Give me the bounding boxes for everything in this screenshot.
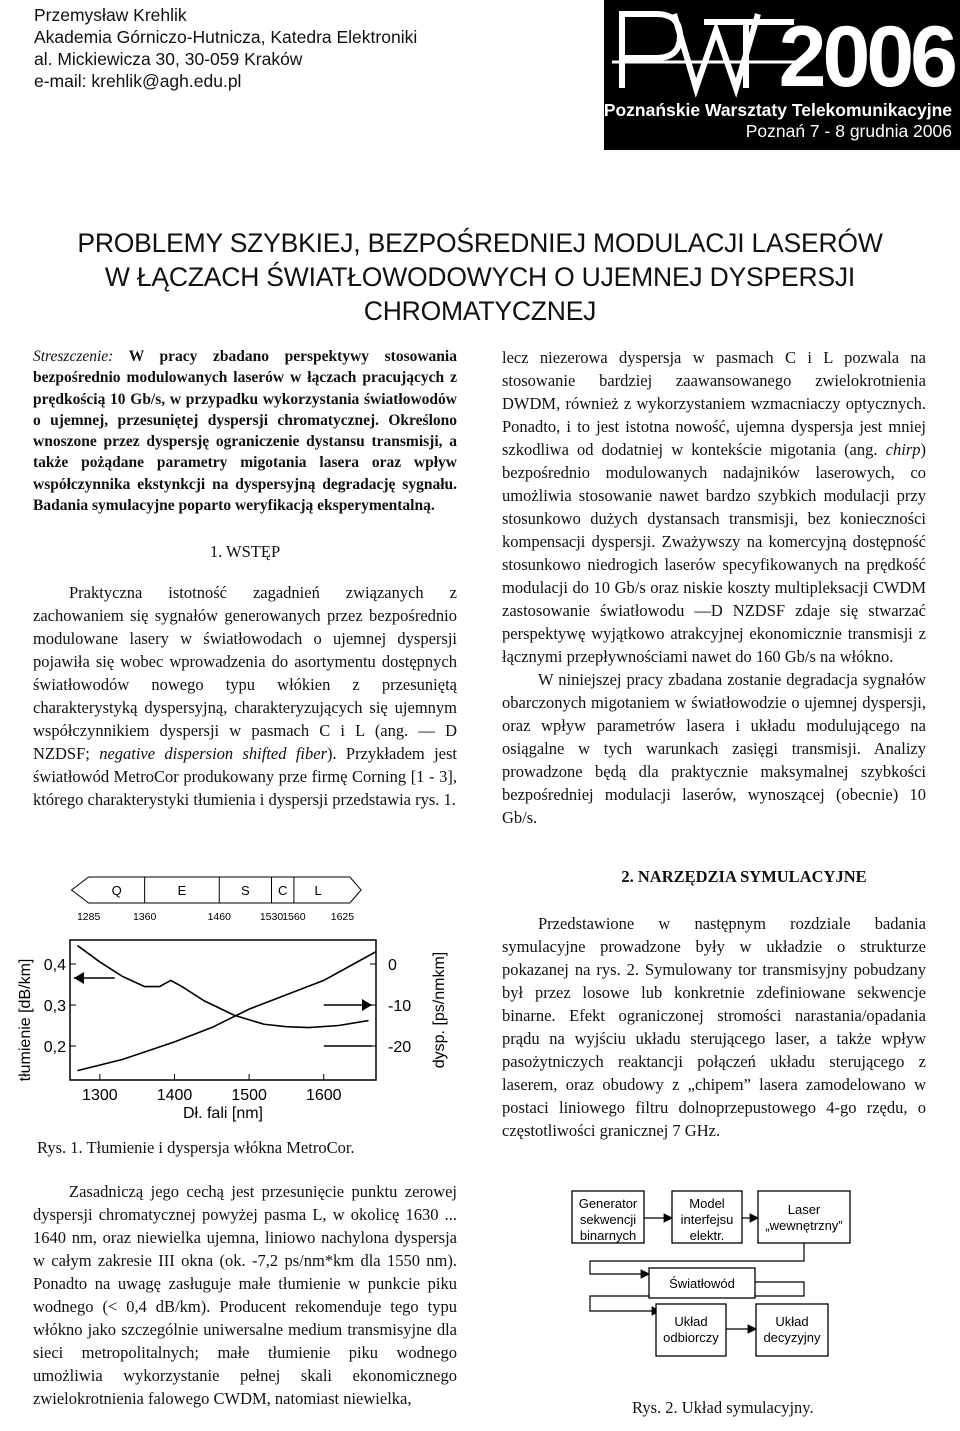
title-line-2: W ŁĄCZACH ŚWIATŁOWODOWYCH O UJEMNEJ DYSPERSJI xyxy=(104,262,856,292)
abstract xyxy=(33,346,457,516)
section-2-heading: 2. NARZĘDZIA SYMULACYJNE xyxy=(621,867,867,886)
chart-arrowhead-right xyxy=(362,999,372,1011)
box2-line2: interfejsu xyxy=(680,1212,734,1227)
box2-line3: elektr. xyxy=(689,1228,725,1243)
chart-left-tick-label: 0,2 xyxy=(43,1039,66,1056)
box3-line2: „wewnętrzny” xyxy=(765,1218,843,1233)
chart-band-label: C xyxy=(278,883,288,898)
chart-band-label: E xyxy=(177,883,187,898)
right-paragraph-2: W niniejszej pracy zbadana zostanie degradacja sygnałów obarczonych migotaniem w światłowodzie o ujemnej dyspersji, oraz wpływ parametrów lasera i układu modulującego na osiągalne w tych warunkach zasięgi transmisji. Analizy prowadzone będą dla praktycznie maksymalnej szybkości bezpośredniej modulacji laserów, wynoszącej (obecnie) 10 Gb/s. xyxy=(502,670,926,827)
chart-band-edge-label: 1530 xyxy=(259,911,284,923)
box6-line2: decyzyjny xyxy=(763,1330,821,1345)
chart-band-label: S xyxy=(241,883,250,898)
box1-line3: binarnych xyxy=(579,1228,637,1243)
right-column xyxy=(502,346,926,1142)
chart-band-label: L xyxy=(314,883,322,898)
diagram-svg xyxy=(560,1186,860,1386)
p1-text-b: ). Przykładem jest światłowód MetroCor produkowany prze firmę Corning [1 - 3], którego charakterystyki tłumienia i dyspersji przedstawia rys. 1. xyxy=(33,744,457,810)
section-1-heading: 1. WSTĘP xyxy=(209,542,281,562)
p1-text-a: Praktyczna istotność zagadnień związanych z zachowaniem się sygnałów generowanych przez bezpośrednio modulowane lasery w światłowodach o ujemnej dyspersji pojawiła się wobec wprowadzenia do asortymentu dostępnych światłowodów nowego typu włókien z przesuniętą charakterystyką dyspersyjną, charakteryzujących się ujemnym współczynnikiem dyspersji w pasmach C i L (ang. — D NZDSF; xyxy=(33,583,457,764)
chart-right-axis-label: dysp. [ps/nmkm] xyxy=(431,951,448,1069)
chart-x-tick-label: 1400 xyxy=(156,1087,193,1104)
chart-arrowhead-left xyxy=(74,972,84,984)
author-block xyxy=(34,4,454,92)
box4-line1: Światłowód xyxy=(669,1276,735,1291)
figure-2-caption: Rys. 2. Układ symulacyjny. xyxy=(632,1398,814,1417)
box6-line1: Układ xyxy=(775,1314,809,1329)
rp1-text-b: ) bezpośrednio modulowanych nadajników laserowych, co umożliwia stosowanie nawet bardzo szybkich modulacji przy stosunkowo dużych dystansach transmisji, bez konieczności kompensacji dyspersji. Zważywszy na komercyjną dostępność stosunkowo niedrogich laserów specyfikowanych na prędkość modulacji do 10 Gb/s oraz niskie koszty multipleksacji CWDM zastosowanie światłowodu —D NZDSF zdaje się stwarzać perspektywę wyjątkowo atrakcyjnej ekonomicznie transmisji z łącznymi przepływnościami nawet do 160 Gb/s na włókno. xyxy=(502,440,926,666)
chart-x-tick-label: 1600 xyxy=(305,1087,342,1104)
left-column xyxy=(33,346,457,811)
conference-logo xyxy=(604,0,960,150)
logo-date: Poznań 7 - 8 grudnia 2006 xyxy=(745,121,952,141)
author-address: al. Mickiewicza 30, 30-059 Kraków xyxy=(34,49,303,69)
chart-metrocor xyxy=(0,868,462,1158)
chart-band-edge-label: 1560 xyxy=(282,911,306,923)
paper-title xyxy=(0,226,960,328)
chart-band-edge-label: 1285 xyxy=(76,911,101,923)
logo-year: 2006 xyxy=(778,9,954,105)
right-paragraph-1 xyxy=(502,346,926,668)
chart-x-tick-label: 1500 xyxy=(231,1087,267,1104)
simulation-diagram xyxy=(560,1186,860,1386)
rp1-text-a: lecz niezerowa dyspersja w pasmach C i L pozwala na stosowanie bardziej zaawansowanego zwielokrotnienia DWDM, również z wykorzystaniem wzmacniaczy optycznych. Ponadto, i to jest istotna nowość, ujemna dyspersja jest mniej szkodliwa od dodatniej w kontekście migotania (ang. xyxy=(502,348,926,459)
author-email: e-mail: krehlik@agh.edu.pl xyxy=(34,71,242,91)
section-1-paragraph-1 xyxy=(33,581,457,811)
box1-line1: Generator xyxy=(578,1196,638,1211)
chart-x-axis-label: Dł. fali [nm] xyxy=(182,1105,264,1122)
figure-1-caption: Rys. 1. Tłumienie i dyspersja włókna MetroCor. xyxy=(37,1138,355,1157)
author-affiliation: Akademia Górniczo-Hutnicza, Katedra Elektroniki xyxy=(34,27,418,47)
abstract-label: Streszczenie: xyxy=(33,348,114,365)
chart-svg xyxy=(0,868,462,1158)
logo-subtitle: Poznańskie Warsztaty Telekomunikacyjne xyxy=(603,100,952,120)
chart-right-tick-label: 0 xyxy=(388,957,397,974)
section-1-paragraph-2: Zasadniczą jego cechą jest przesunięcie punktu zerowej dyspersji chromatycznej powyżej pasma L, w okolicę 1630 ... 1640 nm, oraz niewielka ujemna, liniowo nachylona dyspersja w całym zakresie III okna (ok. -7,2 ps/nm*km dla 1550 nm). Ponadto na uwagę zasługuje małe tłumienie w punkcie piku wodnego (< 0,4 dB/km). Producent rekomenduje tego typu włókno jako szczególnie uniwersalne medium transmisyjne dla sieci metropolitalnych; małe tłumienie piku wodnego umożliwia wykorzystanie pełnej skali ekonomicznego zwielokrotnienia falowego CWDM, natomiast niewielka, xyxy=(33,1182,457,1408)
chart-band-edge-label: 1625 xyxy=(330,911,355,923)
box5-line2: odbiorczy xyxy=(663,1330,719,1345)
title-line-1: PROBLEMY SZYBKIEJ, BEZPOŚREDNIEJ MODULACJI LASERÓW xyxy=(77,228,883,258)
box5-line1: Układ xyxy=(674,1314,708,1329)
chart-right-tick-label: -20 xyxy=(388,1039,412,1056)
chart-left-axis-label: tłumienie [dB/km] xyxy=(17,958,34,1082)
abstract-text: W pracy zbadano perspektywy stosowania bezpośrednio modulowanych laserów w łączach pracujących z prędkością 10 Gb/s, w przypadku wykorzystania światłowodów o ujemnej, przesuniętej dyspersji chromatycznej. Określono wnoszone przez dyspersję ograniczenie dystansu transmisji, a także pożądane parametry migotania lasera oraz wpływ współczynnika ekstynkcji na dyspersyjną degradację sygnału. Badania symulacyjne poparto weryfikacją eksperymentalną. xyxy=(33,348,457,515)
title-line-3: CHROMATYCZNEJ xyxy=(363,296,597,326)
chart-left-tick-label: 0,3 xyxy=(43,998,66,1015)
rp1-text-italic: chirp xyxy=(885,440,921,459)
chart-right-tick-label: -10 xyxy=(388,998,412,1015)
box1-line2: sekwencji xyxy=(579,1212,637,1227)
box3-line1: Laser xyxy=(787,1202,821,1217)
chart-x-tick-label: 1300 xyxy=(82,1087,118,1104)
chart-band-edge-label: 1360 xyxy=(132,911,157,923)
chart-band-edge-label: 1460 xyxy=(207,911,231,923)
right-paragraph-3: Przedstawione w następnym rozdziale badania symulacyjne prowadzone były w układzie o strukturze pokazanej na rys. 2. Symulowany tor transmisyjny pobudzany był przez losowe lub konkretnie zdefiniowane sekwencje binarne. Efekt ograniczonej stromości narastania/opadania prądu na wyjściu układu sterującego laser, a także wpływ pasożytniczych reaktancji połączeń układu sterującego z laserem, oraz obudowy z „chipem” lasera zamodelowano w postaci liniowego filtru dolnoprzepustowego 4-go rzędu, o częstotliwości granicznej 7 GHz. xyxy=(502,914,926,1140)
chart-band-label: Q xyxy=(111,883,122,898)
box2-line1: Model xyxy=(689,1196,725,1211)
p1-text-italic: negative dispersion shifted fiber xyxy=(99,744,327,764)
chart-series-attenuation xyxy=(77,946,368,1028)
box-laser xyxy=(758,1191,850,1243)
author-name: Przemysław Krehlik xyxy=(34,5,187,25)
chart-left-tick-label: 0,4 xyxy=(43,957,66,974)
